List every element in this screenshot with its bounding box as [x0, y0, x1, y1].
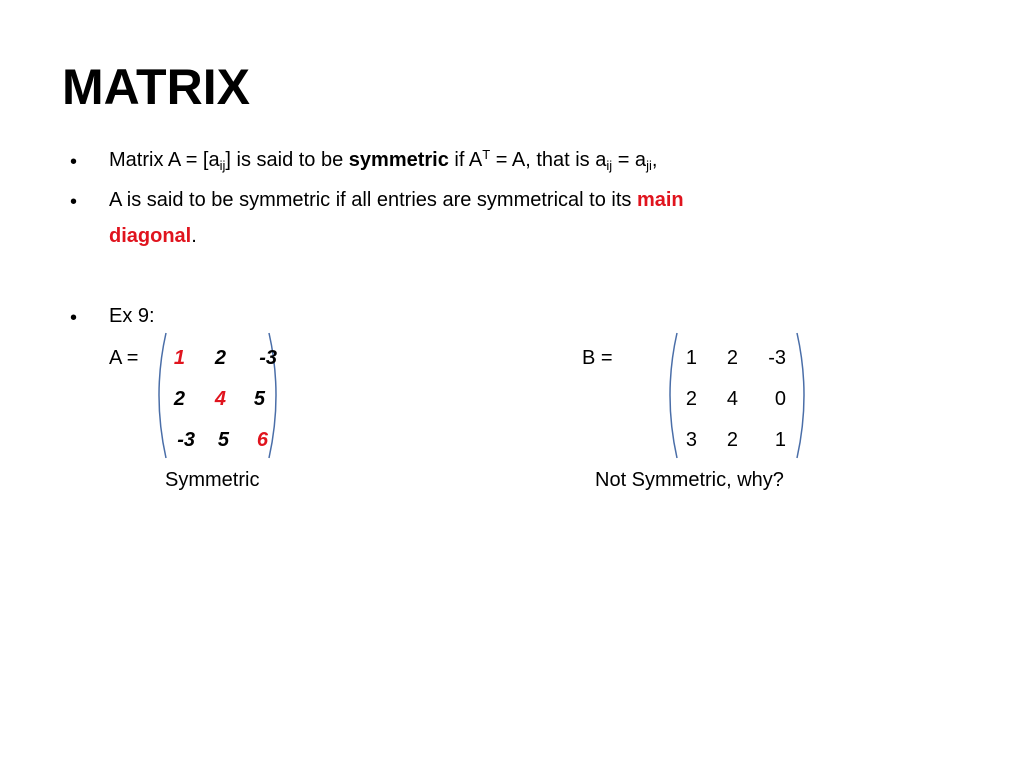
- matrix-a-cell: 5: [253, 388, 265, 410]
- matrix-a-cell: 5: [217, 429, 229, 451]
- bullet-icon: •: [70, 151, 78, 173]
- matrix-a-cell: 2: [173, 388, 185, 410]
- matrix-a-cell: 6: [256, 429, 268, 451]
- matrix-a-cell: 4: [214, 388, 226, 410]
- matrix-b-cell: 1: [685, 347, 697, 369]
- slide-title: MATRIX: [62, 59, 250, 115]
- matrix-b-label: B =: [582, 347, 613, 369]
- matrix-b-cell: -3: [768, 347, 786, 369]
- matrix-b-cell: 2: [726, 347, 738, 369]
- matrix-b-cell: 3: [685, 429, 697, 451]
- matrix-b-cell: 4: [726, 388, 738, 410]
- bullet-main-diagonal-line1: A is said to be symmetric if all entries are symmetrical to its main: [109, 189, 684, 211]
- matrix-a-cell: 2: [214, 347, 226, 369]
- matrix-b-caption: Not Symmetric, why?: [595, 469, 784, 491]
- matrix-b-cell: 2: [726, 429, 738, 451]
- matrix-a-caption: Symmetric: [165, 469, 260, 491]
- matrix-a-cell: -3: [177, 429, 195, 451]
- matrix-b-cell: 1: [774, 429, 786, 451]
- example-heading: Ex 9:: [109, 305, 155, 327]
- matrix-b-cell: 2: [685, 388, 697, 410]
- matrix-a-label: A =: [109, 347, 139, 369]
- matrix-a-cell: -3: [259, 347, 277, 369]
- bullet-icon: •: [70, 191, 78, 213]
- bullet-main-diagonal-line2: diagonal.: [109, 225, 197, 247]
- matrix-b-right-bracket: [797, 333, 804, 458]
- bullet-icon: •: [70, 307, 78, 329]
- matrix-a-cell: 1: [173, 347, 185, 369]
- bullet-symmetric-definition: Matrix $A = [a_{ij}]$ is said to be symmetric if $A^T = A$, that is $a_{ij} = a_{ji}$,: [109, 147, 658, 173]
- matrix-b-cell: 0: [774, 388, 786, 410]
